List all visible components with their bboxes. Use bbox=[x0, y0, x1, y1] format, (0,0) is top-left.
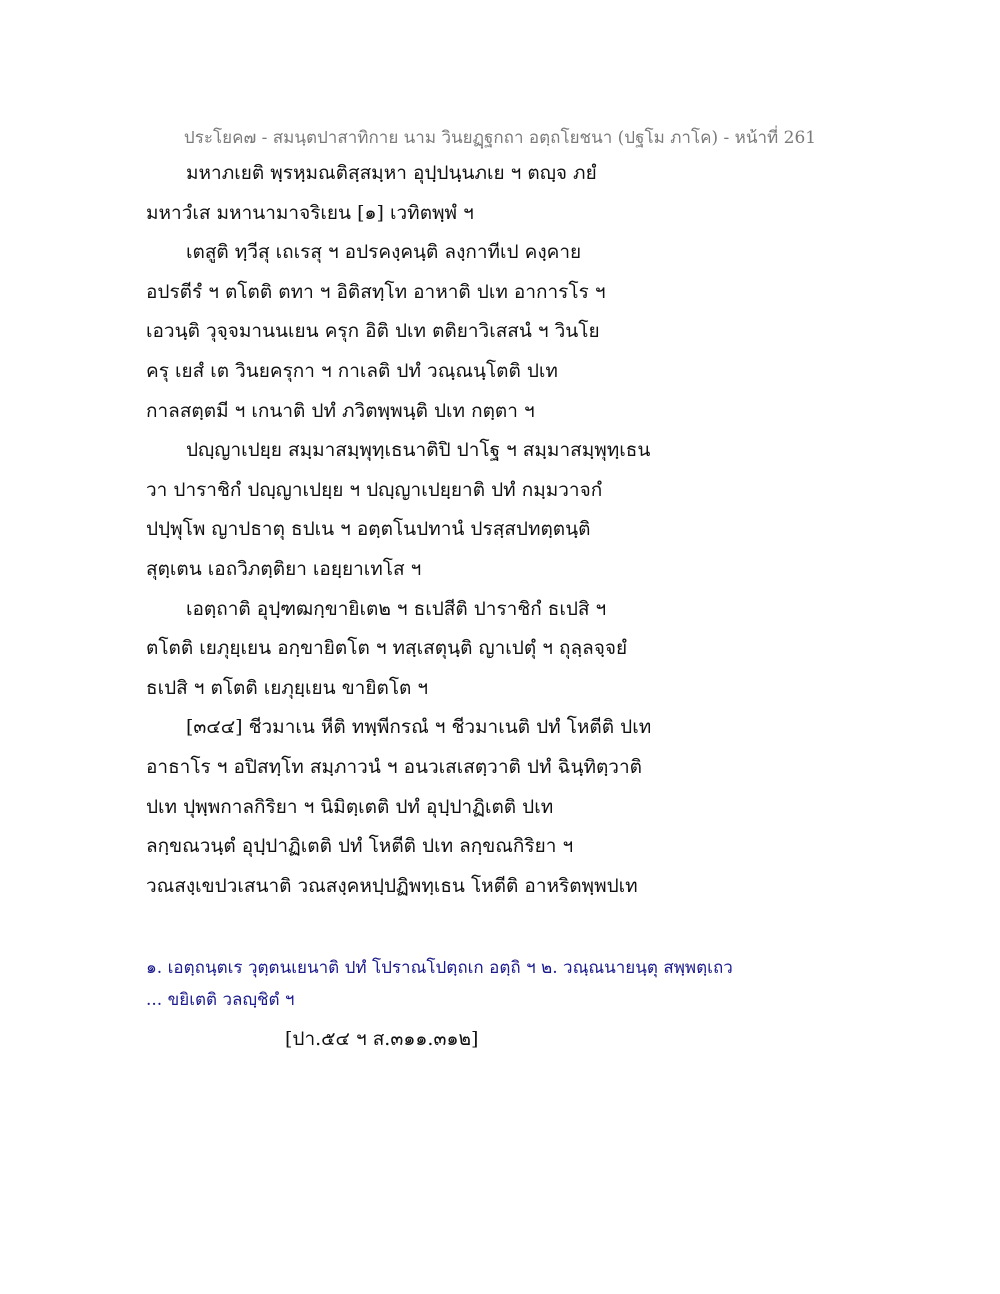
body-line: ปญฺญาเปยฺย สมฺมาสมฺพุทฺเธนาติปิ ปาโฐ ฯ สมฺมาสมฺพุทฺเธน bbox=[186, 439, 651, 462]
body-line: มหาวํเส มหานามาจริเยน [๑] เวทิตพฺพํ ฯ bbox=[146, 201, 474, 224]
body-line: เอตฺถาติ อุปฺฑฒกฺขายิเต๒ ฯ ธเปสีติ ปาราชิกํ ธเปสิ ฯ bbox=[186, 597, 607, 620]
body-line: เอวนฺติ วุจฺจมานนเยน ครุก อิติ ปเท ตติยาวิเสสนํ ฯ วินโย bbox=[146, 320, 600, 343]
body-line: ปปฺพุโพ ญาปธาตุ ธปเน ฯ อตฺตโนปทานํ ปรสฺสปทตฺตนฺติ bbox=[146, 518, 591, 541]
running-header: ประโยค๗ - สมนฺตปาสาทิกาย นาม วินยฏฺฐกถา อตฺถโยชนา (ปฐโม ภาโค) - หน้าที่ 261 bbox=[183, 128, 817, 148]
body-line: ลกฺขณวนฺตํ อุปฺปาฏิเตติ ปทํ โหตีติ ปเท ลกฺขณกิริยา ฯ bbox=[146, 835, 574, 858]
body-line: ตโตติ เยภุยฺเยน อกฺขายิตโต ฯ ทสฺเสตุนฺติ ญาเปตุํ ฯ ถุลฺลจฺจยํ bbox=[146, 637, 628, 660]
body-line: วา ปาราชิกํ ปญฺญาเปยฺย ฯ ปญฺญาเปยฺยาติ ปทํ กมฺมวาจกํ bbox=[146, 478, 603, 501]
body-line: เตสูติ ทฺวีสุ เถเรสุ ฯ อปรคงฺคนฺติ ลงฺกาทีเป คงฺคาย bbox=[186, 241, 582, 264]
body-text bbox=[146, 154, 886, 906]
body-line: ธเปสิ ฯ ตโตติ เยภุยฺเยน ขายิตโต ฯ bbox=[146, 676, 429, 699]
footnote-line: ... ขยิเตติ วลญฺชิตํ ฯ bbox=[146, 990, 295, 1010]
body-line: อาธาโร ฯ อปิสทฺโท สมฺภาวนํ ฯ อนวเสเสตฺวาติ ปทํ ฉินฺทิตฺวาติ bbox=[146, 755, 642, 778]
body-line: สุตฺเตน เอถวิภตฺติยา เอยฺยาเทโส ฯ bbox=[146, 557, 422, 580]
body-line: ปเท ปุพฺพกาลกิริยา ฯ นิมิตฺเตติ ปทํ อุปฺปาฏิเตติ ปเท bbox=[146, 795, 554, 818]
footnote-line: ๑. เอตฺถนฺตเร วุตฺตนเยนาติ ปทํ โปราณโปตฺถเก อตฺถิ ฯ ๒. วณฺณนายนฺตุ สพฺพตฺเถว bbox=[146, 958, 733, 978]
body-line: อปรตีรํ ฯ ตโตติ ตทา ฯ อิติสทฺโท อาหาติ ปเท อาการโร ฯ bbox=[146, 280, 606, 303]
body-line: มหาภเยติ พฺรหฺมณติสฺสมฺหา อุปฺปนฺนภเย ฯ ตญฺจ ภยํ bbox=[186, 162, 597, 184]
page-reference: [ปา.๕๔ ฯ ส.๓๑๑.๓๑๒] bbox=[285, 1028, 479, 1050]
body-line: กาลสตฺตมี ฯ เกนาติ ปทํ ภวิตพฺพนฺติ ปเท กตฺตา ฯ bbox=[146, 399, 535, 422]
body-line: วณสงฺเขปวเสนาติ วณสงฺคหปฺปฏิพทฺเธน โหตีติ อาหริตพฺพปเท bbox=[146, 874, 638, 897]
footnotes bbox=[146, 952, 886, 1016]
body-line: [๓๔๔] ชีวมาเน หีติ ทพฺพีกรณํ ฯ ชีวมาเนติ ปทํ โหตีติ ปเท bbox=[186, 716, 652, 739]
body-line: ครุ เยสํ เต วินยครุกา ฯ กาเลติ ปทํ วณฺณนฺโตติ ปเท bbox=[146, 359, 558, 382]
